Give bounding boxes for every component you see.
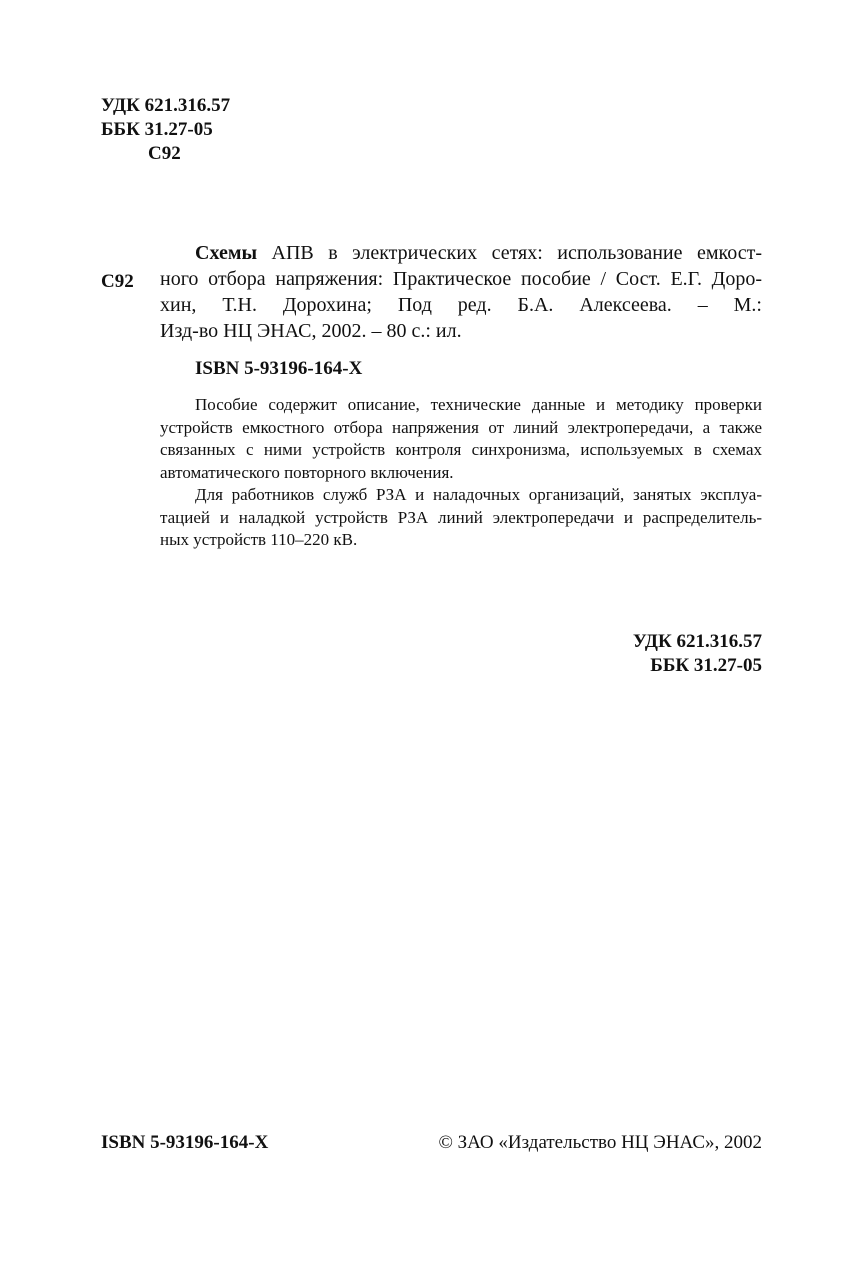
udk-code: УДК 621.316.57 (101, 95, 231, 116)
biblio-title: Схемы (195, 242, 258, 264)
udk-code-right: УДК 621.316.57 (632, 631, 762, 652)
biblio-line-1: Схемы АПВ в электрических сетях: использование емкост- (195, 242, 762, 264)
isbn-bottom: ISBN 5-93196-164-X (101, 1132, 269, 1153)
bbk-code: ББК 31.27-05 (101, 119, 213, 140)
annotation-p1-line-1: Пособие содержит описание, технические данные и методику проверки (195, 395, 762, 414)
side-cutter-code: С92 (101, 271, 134, 292)
copyright-notice: © ЗАО «Издательство НЦ ЭНАС», 2002 (438, 1132, 762, 1153)
bibliographic-entry (160, 240, 762, 344)
cutter-code: С92 (148, 143, 181, 164)
classification-block-top (101, 94, 230, 166)
annotation-p1-line-2: устройств емкостного отбора напряжения от линий электропередачи, а также (160, 417, 762, 437)
bbk-code-right: ББК 31.27-05 (650, 655, 762, 676)
annotation-p1-line-3: связанных с ними устройств контроля синхронизма, используемых в схемах (160, 440, 762, 459)
isbn-main: ISBN 5-93196-164-X (195, 358, 363, 379)
biblio-line-4: Изд-во НЦ ЭНАС, 2002. – 80 с.: ил. (160, 320, 462, 342)
annotation-p2-line-1: Для работников служб РЗА и наладочных организаций, занятых эксплуа- (195, 485, 762, 504)
annotation (160, 394, 762, 552)
annotation-p2-line-2: тацией и наладкой устройств РЗА линий электропередачи и распределитель- (160, 507, 762, 527)
annotation-p2-line-3: ных устройств 110–220 кВ. (160, 530, 358, 549)
classification-block-right (633, 630, 762, 678)
biblio-line-3: хин, Т.Н. Дорохина; Под ред. Б.А. Алексеева. – М.: (160, 294, 762, 316)
annotation-p1-line-4: автоматического повторного включения. (160, 462, 454, 482)
biblio-line-2: ного отбора напряжения: Практическое пособие / Сост. Е.Г. Доро- (160, 268, 762, 290)
